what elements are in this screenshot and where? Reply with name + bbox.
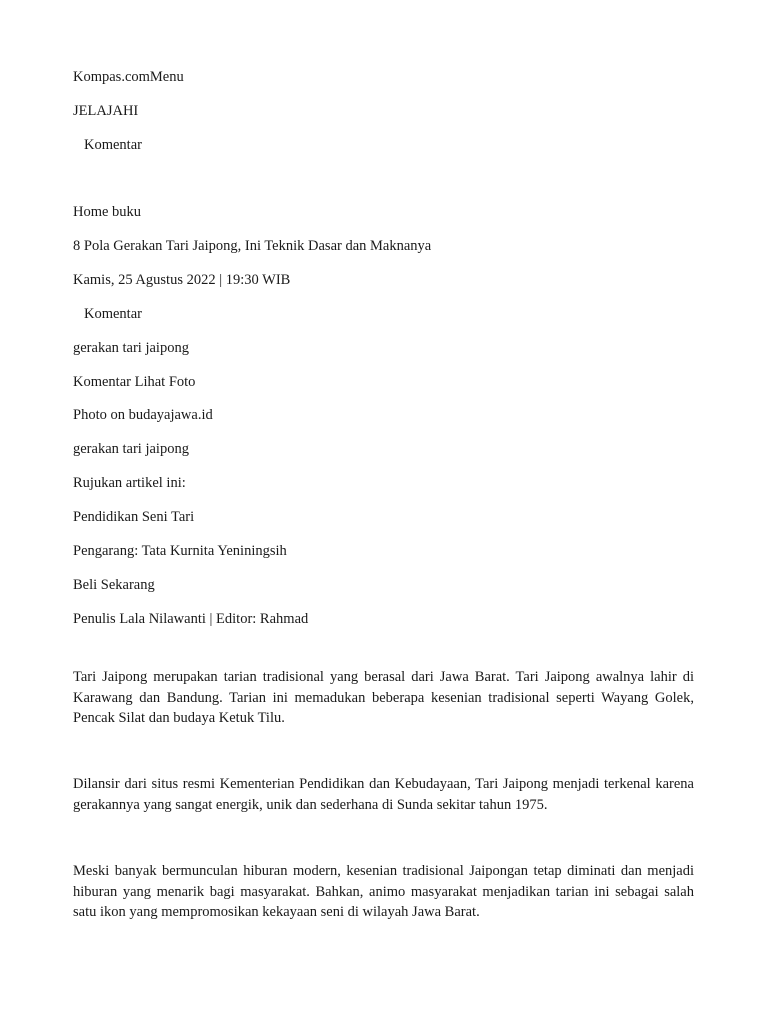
reference-label: Rujukan artikel ini: bbox=[73, 475, 186, 491]
article-paragraph: Meski banyak bermunculan hiburan modern, kesenian tradisional Jaipongan tetap diminati dan menjadi hiburan yang menarik bagi masyarakat. Bahkan, animo masyarakat menjadikan tarian ini sebagai salah satu ikon yang mempromosikan kekayaan seni di wilayah Jawa Barat. bbox=[73, 863, 694, 920]
comment-link[interactable]: Komentar bbox=[84, 306, 142, 322]
site-menu-link[interactable]: Kompas.comMenu bbox=[73, 69, 184, 85]
explore-menu[interactable]: JELAJAHI bbox=[73, 103, 139, 119]
article-byline: Penulis Lala Nilawanti | Editor: Rahmad bbox=[73, 611, 309, 627]
buy-now-link[interactable]: Beli Sekarang bbox=[73, 577, 155, 593]
photo-credit: Photo on budayajawa.id bbox=[73, 407, 213, 423]
reference-author: Pengarang: Tata Kurnita Yeniningsih bbox=[73, 543, 287, 559]
reference-book-title[interactable]: Pendidikan Seni Tari bbox=[73, 509, 195, 525]
article-title: 8 Pola Gerakan Tari Jaipong, Ini Teknik Dasar dan Maknanya bbox=[73, 238, 432, 254]
comment-link-top[interactable]: Komentar bbox=[84, 137, 142, 153]
article-paragraph: Tari Jaipong merupakan tarian tradisional yang berasal dari Jawa Barat. Tari Jaipong awalnya lahir di Karawang dan Bandung. Tarian ini memadukan beberapa kesenian tradisional seperti Wayang Golek, Pencak Silat dan budaya Ketuk Tilu. bbox=[73, 669, 694, 726]
article-paragraph: Dilansir dari situs resmi Kementerian Pendidikan dan Kebudayaan, Tari Jaipong menjadi terkenal karena gerakannya yang sangat energik, unik dan sederhana di Sunda sekitar tahun 1975. bbox=[73, 776, 694, 813]
article-date: Kamis, 25 Agustus 2022 | 19:30 WIB bbox=[73, 272, 291, 288]
comment-view-photo-link[interactable]: Komentar Lihat Foto bbox=[73, 374, 196, 390]
breadcrumb[interactable]: Home buku bbox=[73, 204, 142, 220]
image-alt-text: gerakan tari jaipong bbox=[73, 340, 189, 356]
image-caption: gerakan tari jaipong bbox=[73, 441, 189, 457]
